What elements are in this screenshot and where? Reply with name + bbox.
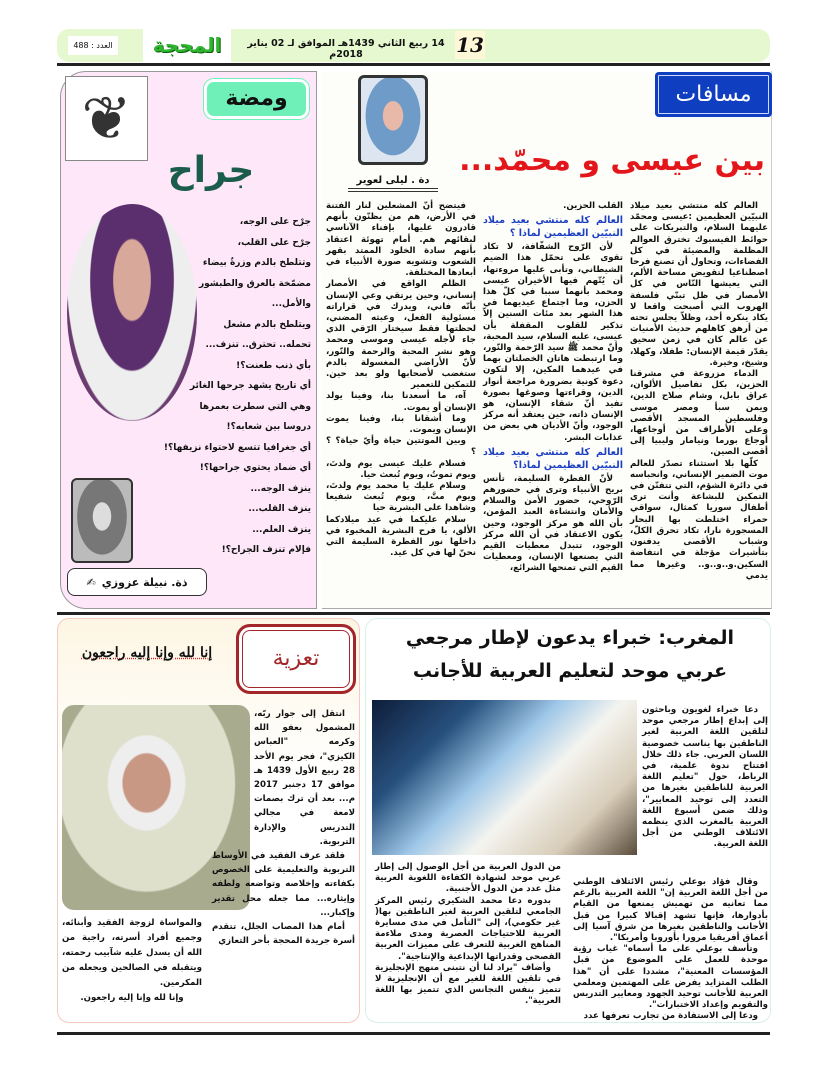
paragraph: ودعا إلى الاستفادة من تجارب تعرفها عدد xyxy=(583,1011,758,1022)
author-name: دة . ليلى لعوير xyxy=(348,175,438,192)
news-right-column xyxy=(642,705,768,851)
poem-line: أي جغرافيا تتسع لاحتواء نزيفها؟! xyxy=(163,442,311,453)
poem-line: جرْح على القلب، xyxy=(237,237,311,248)
poem-line: والأمل... xyxy=(271,299,311,309)
news-left-column xyxy=(375,862,561,1008)
article-column-3 xyxy=(326,201,476,560)
paragraph: العالم كله منتشي بعيد ميلاد النبيّين العظيمين :عيسى ومحمّد عليهما السلام، والتبريكات على حوائط الفيسبوك تخترق العوالم المظلمة والمضيئة في كل الفضاءات، وتحاول أن تصنع فرحا اصطناعيا لتقويض مساحة الألم، التي يعيشها النّاس في كل الأمصار في ظل تبنّي فلسفة الهروب التي أصبحت واقعا لا يكاد ينكره أحد، وظلاّ يجلس تحته من أرهق كاهلهم حديث الأمنيات عن عالم كان في زمن سحيق يقدّر قيمة الإنسان: طفلا، وكهلا، وشيخ، وخيرة. xyxy=(630,201,768,368)
quran-verse: إنا لله وإنا إليه راجعون xyxy=(81,645,213,661)
author-photo xyxy=(358,75,428,165)
paragraph: فلقد عرف الفقيد في الأوساط التربوية والتعليمية على الخصوص بكفاءته وإخلاصه وتواضعه ولطفه وإيثاره... مما جعله محل تقدير وإكبار... xyxy=(212,851,355,918)
poet-photo xyxy=(71,478,133,563)
section-badge: مسافات xyxy=(655,72,772,117)
divider xyxy=(57,63,770,66)
divider xyxy=(57,1032,770,1035)
obituary-right-column xyxy=(212,707,355,948)
issue-number: العدد : 488 xyxy=(68,36,118,55)
poet-name-text: ذة. نبيلة عزوزي xyxy=(101,575,188,589)
issue-date: 14 ربيع الثاني 1439هـ الموافق لـ 02 يناير 2018م xyxy=(247,38,445,60)
page-header xyxy=(57,29,770,62)
paragraph: لأنّ الفطرة السليمة، تأنس بريح الأنبياء وترى في حضورهم الرّوحي، حضور الأمن والسلام والأمان وانتشاءة العبد المؤمن، بأن الله هو مركز الوجود، وحين يكون الاعتقاد في أن الله مركز الوجود، تتبدل معطيات القيم التي يصنعها الإنسان، ومعطيات القيم التي تمنحها الشرائع، xyxy=(483,473,623,574)
subheading: العالم كله منتشي بعيد ميلاد النبيّين العظيمين لماذا؟ xyxy=(483,446,623,471)
poem-line: ينزف القلب... xyxy=(248,504,311,514)
poem-line: ينزف العلم... xyxy=(252,524,311,535)
poet-name xyxy=(67,568,207,596)
obituary-badge: تعزية xyxy=(236,624,356,694)
article-column-2 xyxy=(483,201,623,575)
news-title: المغرب: خبراء يدعون لإطار مرجعي عربي موحد لتعليم العربية للأجانب xyxy=(405,627,735,682)
poem-line: فإلام تنزف الجراح؟! xyxy=(221,545,311,555)
poem-line: ينزف الوجه... xyxy=(250,483,311,494)
paragraph: وأضاف "يراد لنا أن نتبنى منهج الإنجليزية في تلقين اللغة للغير مع أن الإنجليزية لا تتميز بنفس التجانس الذي تتميز بها اللغة العربية". xyxy=(375,962,561,1007)
ornament-icon: ❦ xyxy=(65,76,148,161)
poem-line: أي ضماد يحتوي جراحها؟! xyxy=(199,463,311,473)
poem-box xyxy=(60,71,317,609)
poem-line: أي تاريخ يشهد جرحها الغائر وهي التي سطرت بعمرها دروسا بين شعابه؟! xyxy=(189,381,311,432)
poem-line: ويتلطخ بالدم مشعل تحمله.. تحترق.. تنزف... xyxy=(205,319,311,350)
paragraph: وسلام عليك يا محمد يوم ولدتَ، ويوم متَّ، ويوم تُبعث شفيعا وشاهدا على البشرية حيا xyxy=(326,481,476,514)
obituary-left-column xyxy=(62,916,202,1006)
paragraph: وبين الموتتين حياة وأيّ حياة؟ ؟ ؟ xyxy=(326,436,476,458)
paragraph: سلام عليكما في عيد ميلادكما الألق، يا فرح البشرية المخبوء في داخلها نور الفطرة السليمة التي نحنّ لها في كل عيد. xyxy=(326,514,476,559)
paragraph: بدوره دعا محمد الشكيري رئيس المركز الجامعي لتلقين العربية لغير الناطقين بها( غير حكومي)، إلى "التأمل في مدى مسايرة العربية للاحتياجات العصرية ومدى ملاءمة المناهج الغربية للتعرف على مميزات العربية الفصحى وقدراتها الإبداعية والإنتاجية". xyxy=(375,895,561,962)
newspaper-logo: المحجة xyxy=(143,29,231,62)
paragraph: فسلام عليك عيسى يوم ولدتَ، ويوم تموتُ، ويوم تُبعث حيا. xyxy=(326,458,476,480)
paragraph: كلّها بلا استثناء تصدّر للعالم موت الضمير الإنساني، وانحباسه في دائرة الشؤم، التي تتفنّن في التمكين للبشاعة وأنت ترى أطفال سوريا كمثال، سواقي حمراء اختلطت بها البحار المسجورة نارا، تكاد تحرق الكلّ، وشباب الأقصى يدفنون بتأشيرات مؤجلة في انتفاضة السكين.و..و..و.. وغيرها مما يدمي xyxy=(630,458,768,581)
paragraph: وإنا لله وإنا إليه راجعون. xyxy=(80,993,184,1003)
paragraph: وتأسف بوعلي على ما أسماه" غياب رؤية موحدة للعمل على الموضوع من قبل المؤسسات المعنية"، مشددا على أن "هذا الطلب المتزايد يفرض على المهتمين ومعلمي العربية للأجانب توحيد الجهود ومعايير التدريس والتقويم وإعداد الاختبارات". xyxy=(573,944,768,1011)
divider xyxy=(57,612,770,615)
poem-lines xyxy=(121,212,311,561)
paragraph: وقال فؤاد بوعلي رئيس الائتلاف الوطني من أجل اللغة العربية إن" اللغة العربية بالرغم مما تعانيه من تهميش يمنعها من القيام بأدوارها، فإنها تشهد إقبالا كبيرا من قبل الأجانب والناطقين بغيرها من شرق آسيا إلى أعماق أفريقيا مرورا بأوروبا وأمريكا". xyxy=(573,877,768,944)
paragraph: لأن الرّوح الشفّافة، لا تكاد تقوى على تحمّل هذا الضيم الشيطاني، وتأبى عليها مروءتها، أن يُتّهم فيها الأخيران عيسى ومحمد بأنهما سببا في كلّ هذا الحزن، وما اجتماع عيديهما في هذا الشهر بعد مئات السنين إلاّ تذكير للقلوب المقفلة بأن عيسى، عليه السلام، سيد المحبة، وأنّ محمد ﷺ سيد الرّحمة والنّور، وما ارتبطت هاتان الخصلتان بهما في عيدهما المكين، إلا لتكون دعوة كونية بضرورة مراجعة أنوار الدين، وقراءتها وصوغها بصورة تفيد أنّ شقاء الإنسان، هو الإنسان ذاته، حين يعتقد أنه مركز الوجود، وأنّ الأديان هي بعض من عذابات البشر. xyxy=(483,242,623,443)
poem-line: مضمّخة بالعرق والطبشور xyxy=(198,278,311,289)
subheading: العالم كله منتشي بعيد ميلاد النبيّين العظيمين لماذا ؟ xyxy=(483,215,623,240)
paragraph: من الدول العربية من أجل الوصول إلى إطار عربي موحد لشهادة الكفاءة اللغوية العربية مثل عدد من الدول الأجنبية. xyxy=(375,862,561,895)
paragraph: آه، ما أسعدنا بنا، وفينا يولد الإنسان أو يموت. xyxy=(326,391,476,413)
pen-icon: ✍ xyxy=(86,575,96,589)
paragraph: القلب الحزين. xyxy=(563,201,623,211)
news-right-column-lower xyxy=(573,877,768,1023)
article-title: بين عيسى و محمّد... xyxy=(459,143,765,178)
paragraph: الظلم الواقع في الأمصار إنساني، وحين يرتقي وعي الإنسان بأنّه فاني، ويدرك في قراراته مسئولية الفعل، وعبثه المضني، لحظتها فقط سيختار الرّقي الذي جاء لأجله عيسى وموسى ومحمد وهو نشر المحبة والرحمة والنّور، لأنّ الأراضي المغسولة بالدم ستغضب لأصحابها ولو بعد حين. للتمكين للتعمير xyxy=(326,279,476,391)
paragraph: والمواساة لزوجة الفقيد وأبنائه، وجميع أفراد أسرته، راجية من الله أن يسدل عليه شآبيب رحمته، ويتقبله في الصالحين ويجعله من المكرمين. xyxy=(62,918,202,988)
page-number: 13 xyxy=(456,33,484,57)
paragraph: دعا خبراء لغويون وباحثون إلى إبداع إطار مرجعي موحد لتلقين اللغة العربية لغير الناطقين بها يناسب خصوصية اللسان العربي. جاء ذلك خلال افتتاح ندوة علمية، في الرباط، حول "تعليم اللغة العربية للناطقين بغيرها من التعدد إلى توحيد المعايير"، وذلك ضمن أسبوع اللغة العربية بالمغرب الذي ينظمه الائتلاف الوطني من أجل اللغة العربية. xyxy=(642,705,768,850)
paragraph: انتقل إلى جوار ربّه، المشمول بعفو الله وكرمه "العباس الكيزي"، فجر يوم الأحد 28 ربيع الأول 1439 هـ موافق 17 دجنبر 2017 م... بعد أن ترك بصمات لامعة في مجالي التدريس والإدارة التربوية. xyxy=(254,709,356,847)
paragraph: أمام هذا المصاب الجلل، تتقدم أسرة جريدة المحجة بأحر التعازي xyxy=(212,922,355,947)
poem-line: بأي ذنب طعنت؟! xyxy=(236,360,311,371)
poem-line: وتتلطخ بالدم وزرةٌ بيضاء xyxy=(202,258,311,268)
paragraph: فيتضح أنّ المشعلين لنار الفتنة في الأرض، هم من يظنّون بأنهم قادرون عليها، بإفناء الآناسي لبقائهم هم. أمام تهوئة اعتقاد بأنهم سادة الخلود الممتد بقهر الشعوب وتشويه صورة الأنبياء في أبعادها المختلفة. xyxy=(326,201,476,279)
article-column-1 xyxy=(630,201,768,582)
paragraph: وما أشقانا بنا، وفينا يموت الإنسان ويموت. xyxy=(326,413,476,436)
poem-badge: ومضة xyxy=(204,79,309,119)
book-image xyxy=(372,700,637,855)
poem-title: جراح xyxy=(167,150,255,191)
poem-line: جرْح على الوجه، xyxy=(239,217,311,227)
paragraph: الدماء مزروعة في مشرقنا الحزين، بكل تفاصيل الألوان، عراق بابل، وشام صلاح الدين، ويمن سبأ ومصر موسى وفلسطين المسجد الأقصى وعلى الأطراف من أوجاعها، أوجاع بورما ونيامار وليبيا إلى أقصى الصين. xyxy=(630,369,768,458)
